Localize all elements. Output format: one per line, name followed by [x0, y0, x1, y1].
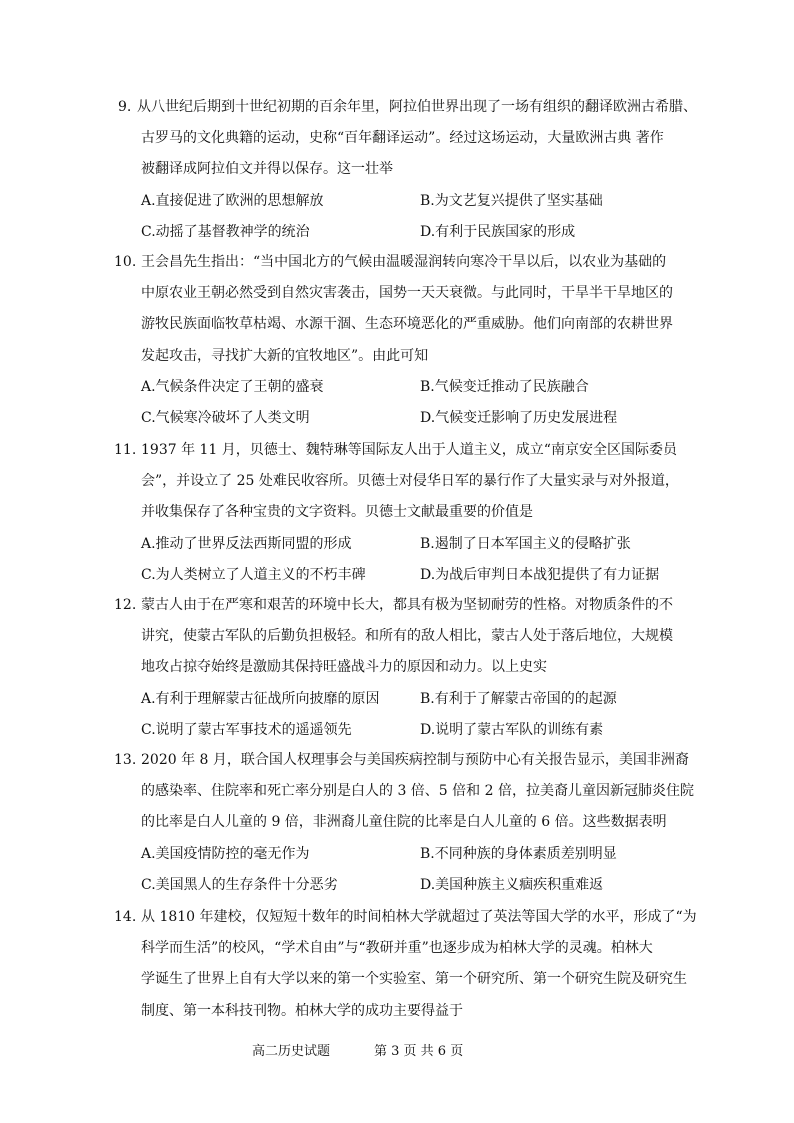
question-stem-line: 学诞生了世界上自有大学以来的第一个实验室、第一个研究所、第一个研究生院及研究生 — [141, 971, 687, 988]
option-b[interactable]: B.气候变迁推动了民族融合 — [420, 378, 589, 395]
question-stem-line: 讲究，使蒙古军队的后勤负担极轻。和所有的敌人相比，蒙古人处于落后地位，大规模 — [141, 628, 673, 645]
option-c[interactable]: C.说明了蒙古军事技术的遥遥领先 — [141, 721, 352, 738]
option-a[interactable]: A.推动了世界反法西斯同盟的形成 — [141, 535, 352, 552]
option-c[interactable]: C.美国黑人的生存条件十分恶劣 — [141, 876, 338, 893]
question-stem-line: 从八世纪后期到十世纪初期的百余年里，阿拉伯世界出现了一场有组织的翻译欧洲古希腊、 — [137, 99, 697, 115]
question-number: 9. — [118, 99, 132, 115]
footer-page-number: 第 3 页 共 6 页 — [374, 1044, 464, 1059]
question-stem-line: 制度、第一本科技刊物。柏林大学的成功主要得益于 — [141, 1002, 463, 1019]
option-a[interactable]: A.气候条件决定了王朝的盛衰 — [141, 378, 324, 395]
option-a[interactable]: A.直接促进了欧洲的思想解放 — [141, 192, 324, 209]
option-b[interactable]: B.不同种族的身体素质差别明显 — [420, 845, 617, 862]
question-stem-line: 会”，并设立了 25 处难民收容所。贝德士对侵华日军的暴行作了大量实录与对外报道， — [141, 473, 679, 490]
question-number: 12. — [114, 597, 137, 613]
question-stem-line: 的感染率、住院率和死亡率分别是白人的 3 倍、5 倍和 2 倍，拉美裔儿童因新冠肺炎住院 — [141, 783, 694, 800]
question-stem-line: 古罗马的文化典籍的运动，史称“百年翻译运动”。经过这场运动，大量欧洲古典 著作 — [141, 130, 664, 147]
question-stem-line: 被翻译成阿拉伯文并得以保存。这一壮举 — [141, 161, 393, 178]
question-stem-line: 并收集保存了各种宝贵的文字资料。贝德士文献最重要的价值是 — [141, 504, 533, 521]
option-d[interactable]: D.美国种族主义痼疾积重难返 — [420, 876, 604, 893]
option-a[interactable]: A.有利于理解蒙古征战所向披靡的原因 — [141, 690, 380, 707]
question-stem-line: 王会昌先生指出：“当中国北方的气候由温暖湿润转向寒冷干旱以后，以农业为基础的 — [141, 254, 667, 270]
question-number: 11. — [114, 442, 137, 458]
question-stem-line: 蒙古人由于在严寒和艰苦的环境中长大，都具有极为坚韧耐劳的性格。对物质条件的不 — [141, 597, 673, 613]
option-b[interactable]: B.遏制了日本军国主义的侵略扩张 — [420, 535, 631, 552]
option-d[interactable]: D.说明了蒙古军队的训练有素 — [420, 721, 604, 738]
question-stem-line: 从 1810 年建校，仅短短十数年的时间柏林大学就超过了英法等国大学的水平，形成了“为 — [141, 909, 697, 925]
question-number: 10. — [114, 254, 137, 270]
question-number: 14. — [114, 909, 137, 925]
question-stem-line: 1937 年 11 月，贝德士、魏特琳等国际友人出于人道主义，成立“南京安全区国际委员 — [141, 442, 677, 458]
question-stem-line: 的比率是白人儿童的 9 倍，非洲裔儿童住院的比率是白人儿童的 6 倍。这些数据表明 — [141, 814, 667, 831]
option-d[interactable]: D.为战后审判日本战犯提供了有力证据 — [420, 566, 660, 583]
option-c[interactable]: C.为人类树立了人道主义的不朽丰碑 — [141, 566, 366, 583]
option-d[interactable]: D.气候变迁影响了历史发展进程 — [420, 410, 618, 426]
question-stem-line: 2020 年 8 月，联合国人权理事会与美国疾病控制与预防中心有关报告显示，美国非洲裔 — [141, 752, 689, 768]
option-c[interactable]: C.气候寒冷破坏了人类文明 — [141, 410, 310, 426]
question-number: 13. — [114, 752, 137, 768]
option-d[interactable]: D.有利于民族国家的形成 — [420, 223, 576, 240]
question-stem-line: 地攻占掠夺始终是激励其保持旺盛战斗力的原因和动力。以上史实 — [141, 659, 547, 676]
question-stem-line: 中原农业王朝必然受到自然灾害袭击，国势一天天衰微。与此同时，干旱半干旱地区的 — [141, 285, 673, 302]
option-b[interactable]: B.为文艺复兴提供了坚实基础 — [420, 192, 603, 209]
option-c[interactable]: C.动摇了基督教神学的统治 — [141, 223, 310, 240]
question-stem-line: 发起攻击，寻找扩大新的宜牧地区”。由此可知 — [141, 347, 429, 364]
option-a[interactable]: A.美国疫情防控的毫无作为 — [141, 845, 310, 862]
question-stem-line: 科学而生活”的校风，“学术自由”与“教研并重”也逐步成为柏林大学的灵魂。柏林大 — [141, 940, 653, 957]
footer-title: 高二历史试题 — [252, 1044, 331, 1059]
question-stem-line: 游牧民族面临牧草枯竭、水源干涸、生态环境恶化的严重威胁。他们向南部的农耕世界 — [141, 316, 673, 333]
option-b[interactable]: B.有利于了解蒙古帝国的的起源 — [420, 690, 617, 707]
